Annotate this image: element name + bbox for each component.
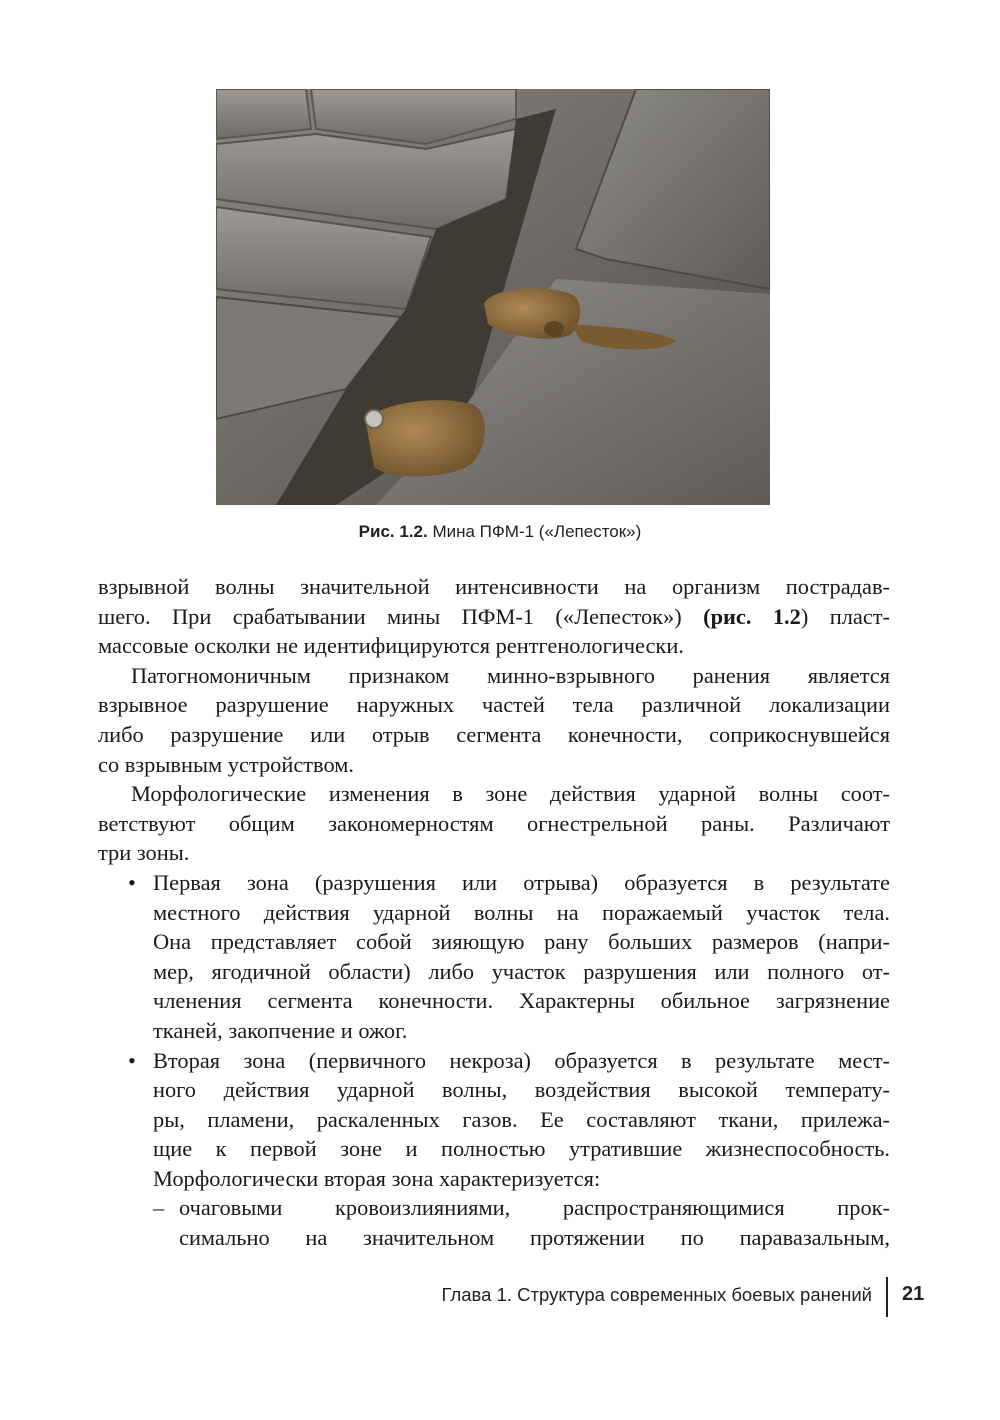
caption-text: Мина ПФМ-1 («Лепесток») [427,522,642,541]
dash-item [98,1193,890,1223]
caption-label: Рис. 1.2. [358,522,428,541]
list-item-text: Первая зона (разрушения или отрыва) образуется в результате [153,869,890,895]
text-line: ного действия ударной волны, воздействия высокой температу- [153,1077,890,1103]
figure-photo [216,89,770,505]
text-line: членения сегмента конечности. Характерны обильное загрязнение [153,988,890,1014]
dash-marker: – [153,1195,165,1221]
text-line-with-ref [98,602,890,632]
figure-reference [703,604,801,629]
bullet-marker: • [128,1047,136,1073]
text-line: Она представляет собой зияющую рану больших размеров (напри- [153,929,890,955]
ref-text: рис. 1.2 [710,603,801,629]
text-line: со взрывным устройством. [98,751,354,777]
list-item-text: Вторая зона (первичного некроза) образуется в результате мест- [153,1047,890,1073]
running-footer-chapter: Глава 1. Структура современных боевых ранений [441,1284,872,1305]
text-line: Патогномоничным признаком минно-взрывного ранения является [131,662,890,688]
dash-item-text: очаговыми кровоизлияниями, распространяющимися прок- [179,1195,890,1221]
ref-open-paren: ( [703,603,711,629]
text-line: массовые осколки не идентифицируются рентгенологически. [98,633,684,659]
text-fragment: ) пласт- [800,603,891,629]
text-line: взрывное разрушение наружных частей тела различной локализации [98,692,890,718]
page-footer [0,1277,1000,1317]
page-number: 21 [902,1283,925,1305]
list-item [98,868,890,898]
mine-lower [365,400,485,476]
text-line: Морфологически вторая зона характеризуется: [153,1165,601,1191]
text-line: три зоны. [98,840,190,866]
text-line: взрывной волны значительной интенсивности на организм пострадав- [98,574,890,599]
text-line: ветствуют общим закономерностям огнестрельной раны. Различают [98,810,890,836]
text-line: тканей, закопчение и ожог. [153,1017,408,1043]
text-line: Морфологические изменения в зоне действия ударной волны соот- [131,781,890,807]
body-text [98,572,890,1253]
footer-divider [886,1277,888,1317]
list-item [98,1046,890,1076]
mine-photo-illustration [216,89,770,505]
text-line: ры, пламени, раскаленных газов. Ее составляют ткани, прилежа- [153,1106,890,1132]
text-line: местного действия ударной волны на поражаемый участок тела. [153,899,890,925]
text-fragment: шего. При срабатывании мины ПФМ-1 («Лепесток») [98,603,704,629]
bullet-marker: • [128,869,136,895]
text-line: щие к первой зоне и полностью утратившие жизнеспособность. [153,1136,890,1162]
figure-caption [0,522,1000,542]
text-line: симально на значительном протяжении по паравазальным, [179,1225,890,1251]
text-line: либо разрушение или отрыв сегмента конечности, соприкоснувшейся [98,721,890,747]
text-line: мер, ягодичной области) либо участок разрушения или полного от- [153,958,890,984]
